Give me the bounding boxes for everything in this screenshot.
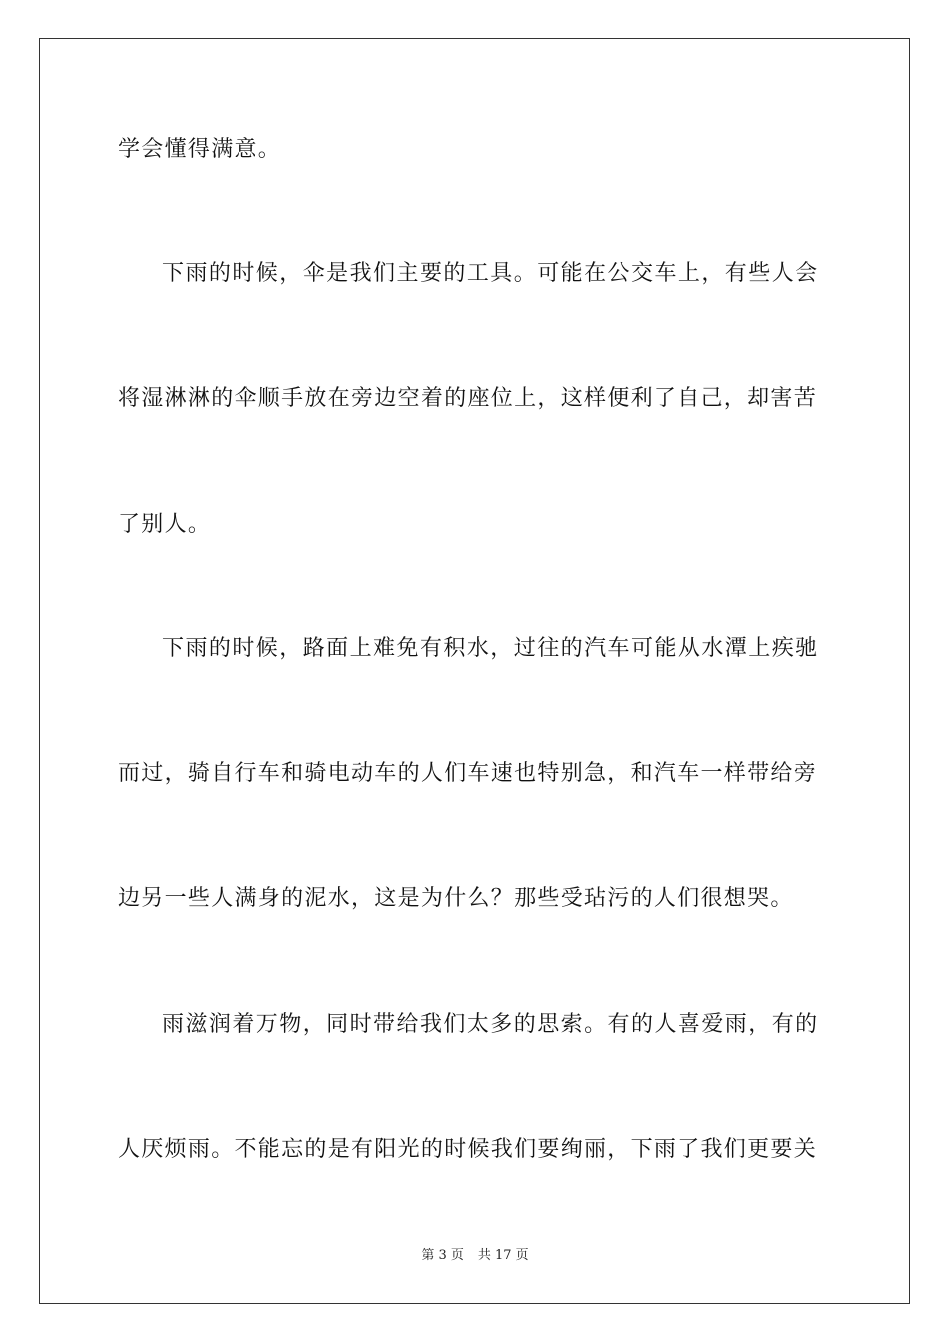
text-line: 将湿淋淋的伞顺手放在旁边空着的座位上，这样便利了自己，却害苦 xyxy=(118,386,818,411)
text-line: 了别人。 xyxy=(118,512,212,537)
page-total: 共 17 页 xyxy=(477,1248,529,1263)
text-line: 学会懂得满意。 xyxy=(118,137,282,162)
page-footer xyxy=(0,1247,950,1265)
text-line: 下雨的时候，路面上难免有积水，过往的汽车可能从水潭上疾驰 xyxy=(162,636,819,661)
page-number: 第 3 页 xyxy=(421,1248,464,1263)
text-line: 边另一些人满身的泥水，这是为什么？那些受玷污的人们很想哭。 xyxy=(118,886,794,911)
page-border xyxy=(39,38,910,1304)
text-line: 人厌烦雨。不能忘的是有阳光的时候我们要绚丽，下雨了我们更要关 xyxy=(118,1137,818,1162)
text-line: 雨滋润着万物，同时带给我们太多的思索。有的人喜爱雨，有的 xyxy=(162,1012,819,1037)
text-line: 下雨的时候，伞是我们主要的工具。可能在公交车上，有些人会 xyxy=(162,261,819,286)
text-line: 而过，骑自行车和骑电动车的人们车速也特别急，和汽车一样带给旁 xyxy=(118,761,818,786)
